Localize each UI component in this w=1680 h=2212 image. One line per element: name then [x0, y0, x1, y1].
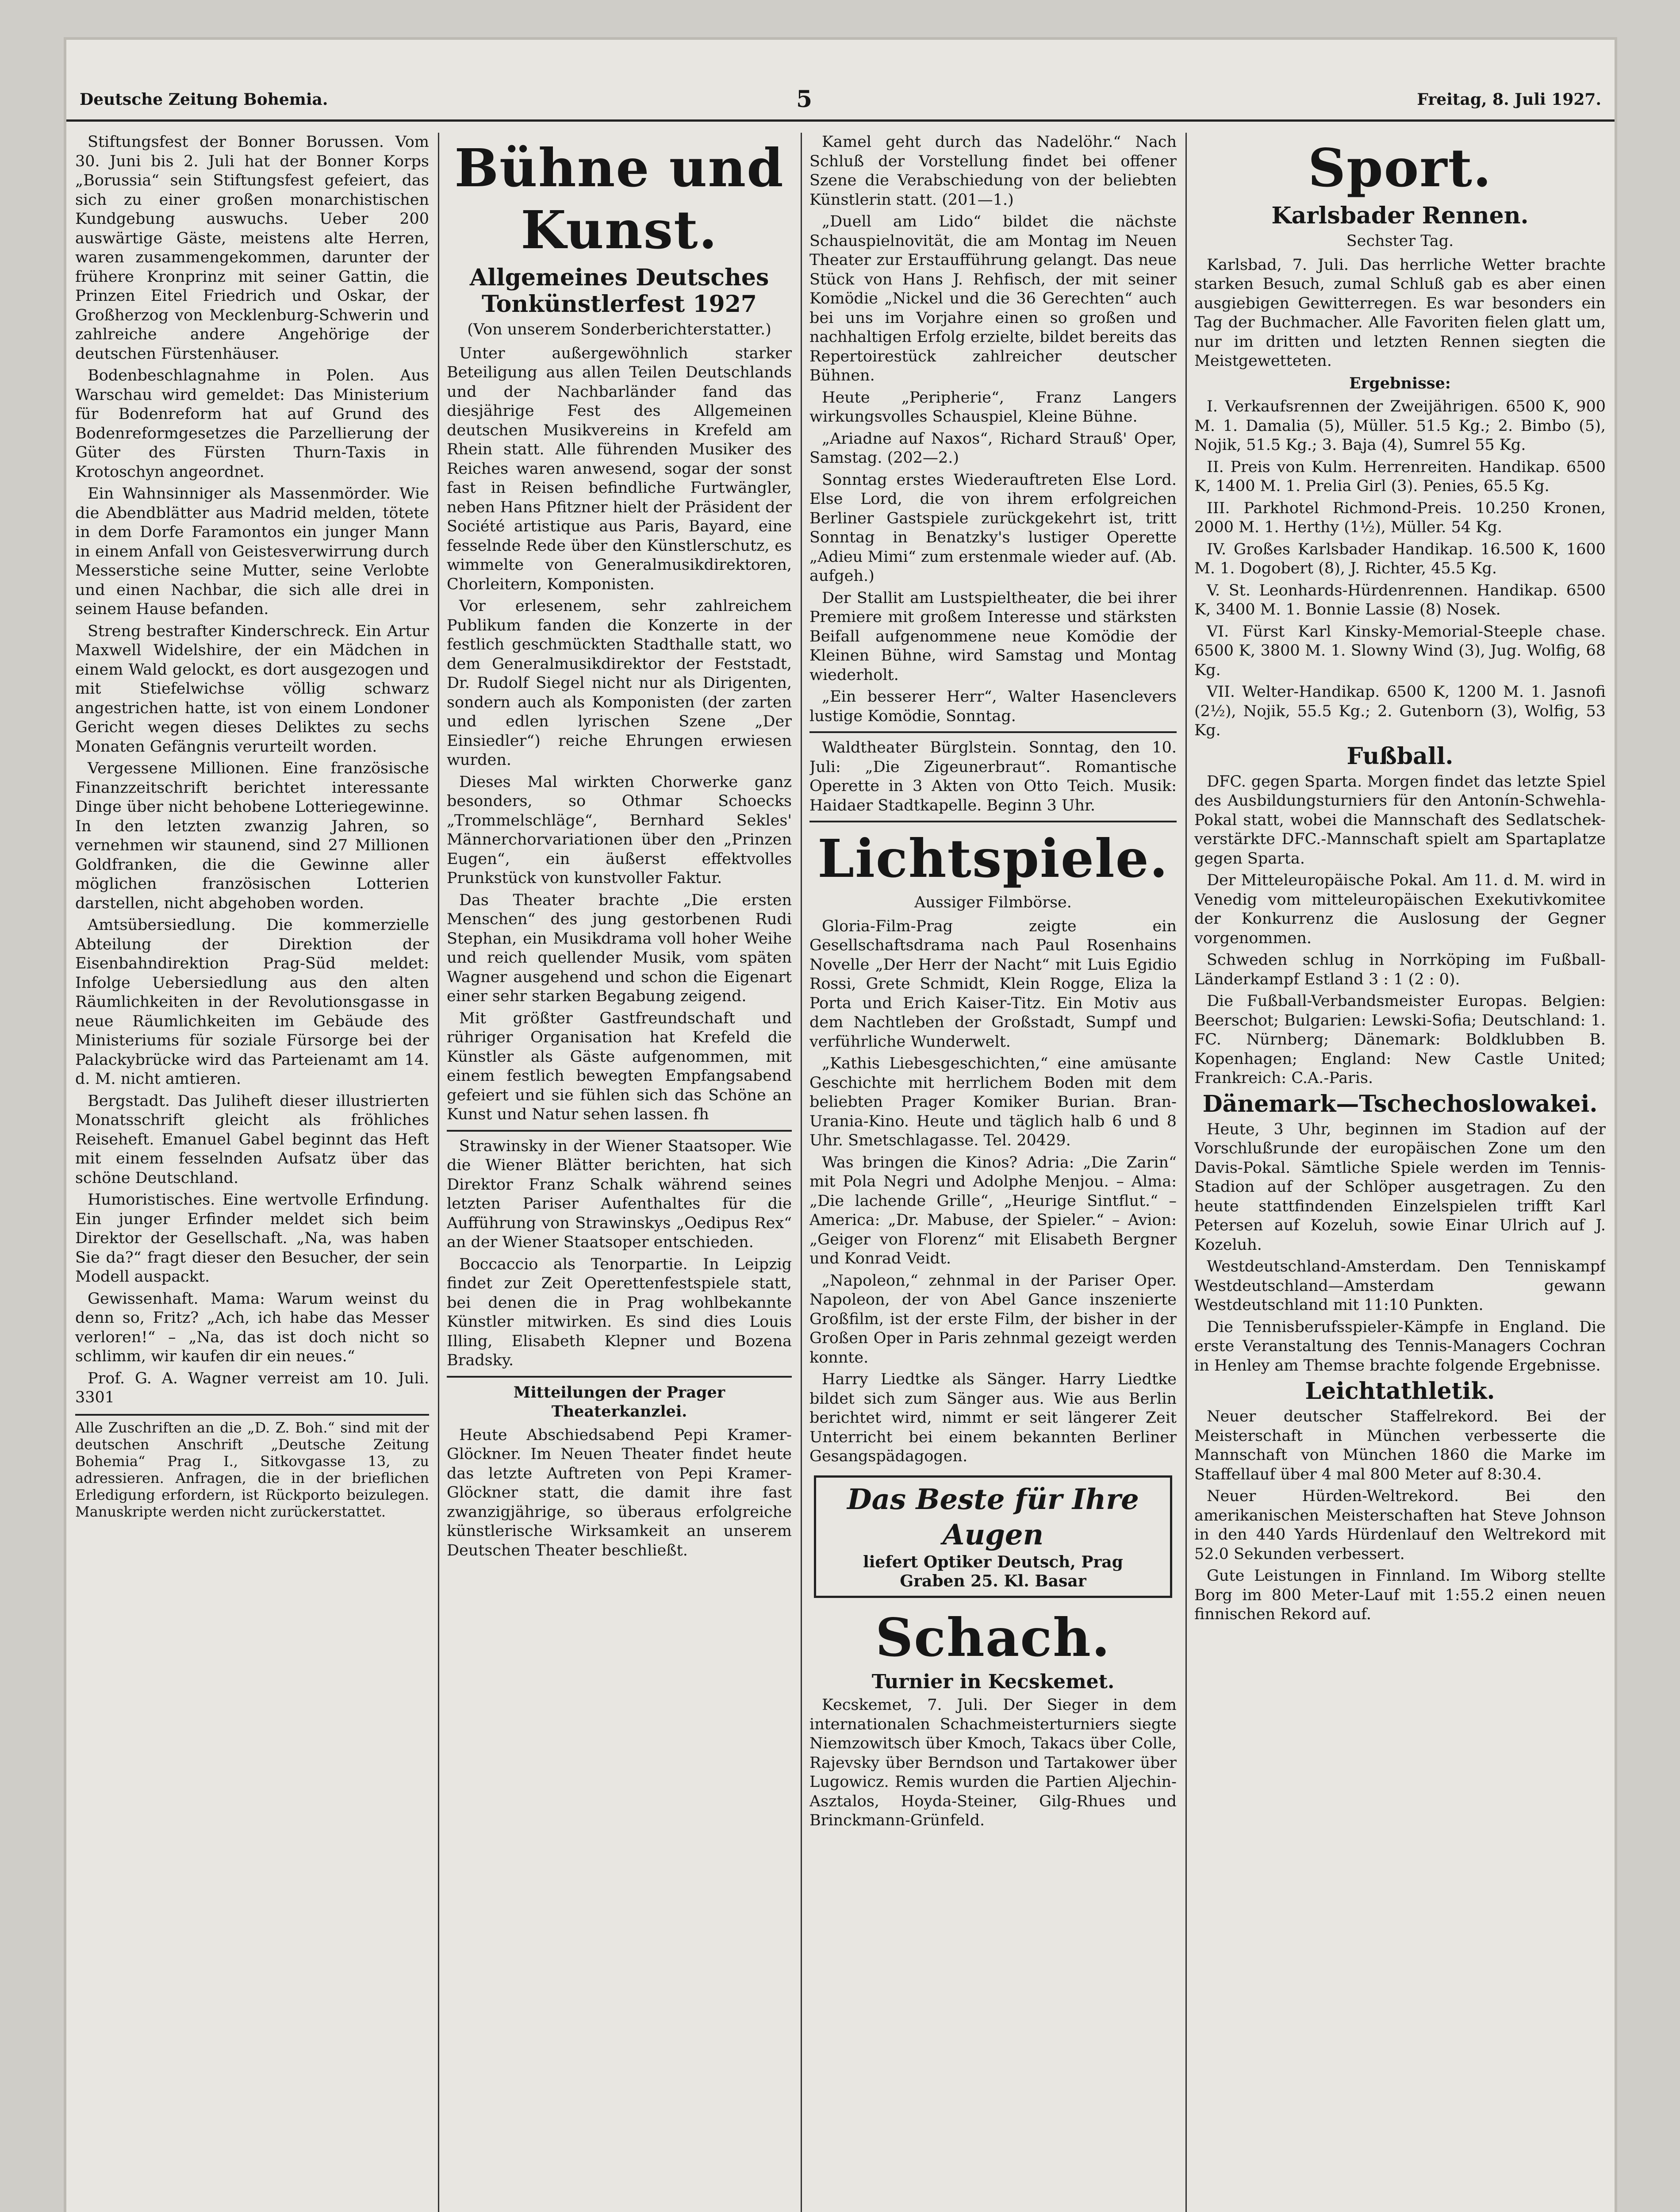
divider: [447, 1130, 792, 1132]
article-paragraph: Heute, 3 Uhr, beginnen im Stadion auf der Vorschlußrunde der europäischen Zone um den Davis-Pokal. Sämtliche Spiele werden im Tennis-Stadion auf der Schlöper ausgetragen. Zu den heute stattfindenden Einzelspielen trifft Karl Petersen auf Kozeluh, sowie Einar Ulrich auf J. Kozeluh.: [1194, 1120, 1606, 1254]
article-paragraph: Dieses Mal wirkten Chorwerke ganz besonders, so Othmar Schoecks „Trommelschläge“, Bernhard Sekles' Männerchorvariationen über den „Prinzen Eugen“, ein äußerst effektvolles Prunkstück von kunstvoller Faktur.: [447, 773, 792, 887]
race-result: IV. Großes Karlsbader Handikap. 16.500 K, 1600 M. 1. Dogobert (8), J. Richter, 45.5 Kg.: [1194, 540, 1606, 577]
notice-heading: Mitteilungen der Prager Theaterkanzlei.: [513, 1383, 725, 1421]
column-arts: [447, 133, 792, 2212]
article-paragraph: Die Tennisberufsspieler-Kämpfe in England. Die erste Veranstaltung des Tennis-Managers Cochran in Henley am Themse brachte folgende Ergebnisse.: [1194, 1318, 1606, 1375]
article-paragraph: Heute Abschiedsabend Pepi Kramer-Glöckner. Im Neuen Theater findet heute das letzte Auftreten von Pepi Kramer-Glöckner statt, die damit ihre fast zwanzigjährige, so überaus erfolgreiche künstlerische Wirksamkeit an unserem Deutschen Theater beschließt.: [447, 1426, 792, 1559]
article-paragraph: „Ein besserer Herr“, Walter Hasenclevers lustige Komödie, Sonntag.: [809, 688, 1177, 725]
section-subtitle: Dänemark—Tschechoslowakei.: [1202, 1090, 1598, 1118]
column-local-news: [75, 133, 429, 2212]
editorial-notice: Alle Zuschriften an die „D. Z. Boh.“ sind mit der deutschen Anschrift „Deutsche Zeitung Bohemia“ Prag I., Sitkovgasse 13, zu adressieren. Anfragen, die in der brieflichen Erledigung erfordern, ist Rückporto beizulegen. Manuskripte werden nicht zurückerstattet.: [75, 1414, 429, 1520]
article-paragraph: Vergessene Millionen. Eine französische Finanzzeitschrift berichtet interessante Dinge über nicht behobene Lotteriegewinne. In den letzten zwanzig Jahren, so vernehmen wir staunend, sind 27 Millionen Goldfranken, die die Gewinne aller möglichen französischen Lotterien darstellen, nicht abgehoben worden.: [75, 760, 429, 912]
column-theatre-film: [809, 133, 1177, 2212]
article-paragraph: Was bringen die Kinos? Adria: „Die Zarin“ mit Pola Negri und Adolphe Menjou. – Alma: „Die lachende Grille“, „Heurige Sintflut.“ – America: „Dr. Mabuse, der Spieler.“ – Avion: „Geiger von Florenz“ mit Elisabeth Bergner und Konrad Veidt.: [809, 1153, 1177, 1267]
article-paragraph: Die Fußball-Verbandsmeister Europas. Belgien: Beerschot; Bulgarien: Lewski-Sofia; Deutschland: 1. FC. Nürnberg; Dänemark: Boldklubben B. Kopenhagen; England: New Castle United; Frankreich: C.A.-Paris.: [1194, 992, 1606, 1087]
article-paragraph: Boccaccio als Tenorpartie. In Leipzig findet zur Zeit Operettenfestspiele statt, bei denen die in Prag wohlbekannte Künstler mitwirken. Es sind dies Louis Illing, Elisabeth Klepner und Bozena Bradsky.: [447, 1255, 792, 1369]
race-result: I. Verkaufsrennen der Zweijährigen. 6500 K, 900 M. 1. Damalia (5), Müller. 51.5 Kg.; 2. Bimbo (5), Nojik, 51.5 Kg.; 3. Baja (4), Sumrel 55 Kg.: [1194, 398, 1606, 454]
article-paragraph: Bergstadt. Das Juliheft dieser illustrierten Monatsschrift gleicht als fröhliches Reiseheft. Emanuel Gabel beginnt das Heft mit einem fesselnden Aufsatz über das schöne Deutschland.: [75, 1092, 429, 1187]
section-subtitle: Fußball.: [1346, 742, 1454, 770]
article-paragraph: Waldtheater Bürglstein. Sonntag, den 10. Juli: „Die Zigeunerbraut“. Romantische Operette in 3 Akten von Otto Teich. Musik: Haidaer Stadtkapelle. Beginn 3 Uhr.: [809, 739, 1177, 814]
article-paragraph: Gute Leistungen in Finnland. Im Wiborg stellte Borg im 800 Meter-Lauf mit 1:55.2 einen neuen finnischen Rekord auf.: [1194, 1567, 1606, 1623]
article-paragraph: „Kathis Liebesgeschichten,“ eine amüsante Geschichte mit herrlichem Boden mit dem beliebten Prager Komiker Burian. Bran-Urania-Kino. Heute und täglich halb 6 und 8 Uhr. Smetschlagasse. Tel. 20429.: [809, 1055, 1177, 1149]
article-paragraph: Prof. G. A. Wagner verreist am 10. Juli. 3301: [75, 1369, 429, 1406]
article-paragraph: Harry Liedtke als Sänger. Harry Liedtke bildet sich zum Sänger aus. Wie aus Berlin berichtet wird, nimmt er seit längerer Zeit Unterricht bei einem bekannten Berliner Gesangspädagogen.: [809, 1371, 1177, 1465]
article-paragraph: DFC. gegen Sparta. Morgen findet das letzte Spiel des Ausbildungsturniers für den Antonín-Schwehla-Pokal statt, wobei die Mannschaft des Sedlatschek-verstärkte DFC.-Mannschaft spielt am Spartaplatze gegen Sparta.: [1194, 772, 1606, 868]
article-paragraph: Heute „Peripherie“, Franz Langers wirkungsvolles Schauspiel, Kleine Bühne.: [809, 388, 1177, 426]
article-heading: Allgemeines Deutsches Tonkünstlerfest 1927: [469, 264, 769, 318]
section-title: Bühne und Kunst.: [454, 137, 784, 261]
race-result: VI. Fürst Karl Kinsky-Memorial-Steeple chase. 6500 K, 3800 M. 1. Slowny Wind (3), Jug. Wolfig, 68 Kg.: [1194, 622, 1606, 679]
article-paragraph: Streng bestrafter Kinderschreck. Ein Artur Maxwell Widelshire, der ein Mädchen in einem Wald gelockt, es dort ausgezogen und mit Stiefelwichse völlig schwarz angestrichen hatte, ist von einem Londoner Gericht wegen dieses Deliktes zu sechs Monaten Gefängnis verurteilt worden.: [75, 622, 429, 756]
article-paragraph: Strawinsky in der Wiener Staatsoper. Wie die Wiener Blätter berichten, hat sich Direktor Franz Schalk während seines letzten Pariser Aufenthaltes für die Aufführung von Strawinskys „Oedipus Rex“ an der Wiener Staatsoper entschieden.: [447, 1137, 792, 1251]
article-paragraph: „Duell am Lido“ bildet die nächste Schauspielnovität, die am Montag im Neuen Theater zur Erstaufführung gelangt. Das neue Stück von Hans J. Rehfisch, der mit seiner Komödie „Nickel und die 36 Gerechten“ auch bei uns im Vorjahre einen so großen und nachhaltigen Erfolg erzielte, bildet bereits das Repertoirestück zahlreicher deutscher Bühnen.: [809, 213, 1177, 384]
article-paragraph: Mit größter Gastfreundschaft und rühriger Organisation hat Krefeld die Künstler als Gäste aufgenommen, mit einem festlich bewegten Empfangsabend gefeiert und sie fühlen sich das Schöne an Kunst und Natur sehen lassen. fh: [447, 1009, 792, 1123]
race-result: VII. Welter-Handikap. 6500 K, 1200 M. 1. Jasnofi (2½), Nojik, 55.5 Kg.; 2. Gutenborn (3), Wolfig, 53 Kg.: [1194, 683, 1606, 739]
article-paragraph: Der Mitteleuropäische Pokal. Am 11. d. M. wird in Venedig vom mitteleuropäischen Exekutivkomitee der Konkurrenz die Auslosung der Gegner vorgenommen.: [1194, 872, 1606, 947]
article-paragraph: Sonntag erstes Wiederauftreten Else Lord. Else Lord, die von ihrem erfolgreichen Berliner Gastspiele zurückgekehrt ist, tritt Sonntag in Benatzky's lustiger Operette „Adieu Mimi“ zum erstenmale wieder auf. (Ab. aufgeh.): [809, 471, 1177, 585]
article-paragraph: Gloria-Film-Prag zeigte ein Gesellschaftsdrama nach Paul Rosenhains Novelle „Der Herr der Nacht“ mit Luis Egidio Rossi, Grete Schmidt, Klein Rogge, Eliza la Porta und Erich Kaiser-Titz. Ein Motiv aus dem Nachtleben der Großstadt, Sumpf und verführliche Wunderwelt.: [809, 917, 1177, 1051]
section-title: Sport.: [1308, 137, 1492, 199]
article-paragraph: Humoristisches. Eine wertvolle Erfindung. Ein junger Erfinder meldet sich beim Direktor der Gesellschaft. „Na, was haben Sie da?“ fragt dieser den Besucher, der sein Modell auspackt.: [75, 1191, 429, 1286]
divider: [809, 731, 1177, 733]
issue-date: Freitag, 8. Juli 1927.: [1417, 90, 1601, 109]
section-subtitle: Leichtathletik.: [1305, 1378, 1495, 1405]
article-paragraph: Schweden schlug in Norrköping im Fußball-Länderkampf Estland 3 : 1 (2 : 0).: [1194, 951, 1606, 988]
section-title: Schach.: [875, 1606, 1111, 1668]
column-rule: [438, 133, 439, 2212]
article-paragraph: Der Stallit am Lustspieltheater, die bei ihrer Premiere mit großem Interesse und stärksten Beifall aufgenommene neue Komödie der Kleinen Bühne, wird Samstag und Montag wiederholt.: [809, 589, 1177, 684]
page-header: [66, 84, 1615, 122]
divider: [809, 821, 1177, 822]
masthead-title: Deutsche Zeitung Bohemia.: [80, 90, 328, 109]
article-paragraph: Neuer Hürden-Weltrekord. Bei den amerikanischen Meisterschaften hat Steve Johnson in den 440 Yards Hürdenlauf den Weltrekord mit 52.0 Sekunden verbessert.: [1194, 1487, 1606, 1563]
race-result: III. Parkhotel Richmond-Preis. 10.250 Kronen, 2000 M. 1. Herthy (1½), Müller. 54 Kg.: [1194, 499, 1606, 536]
section-subtitle: Aussiger Filmbörse.: [914, 894, 1072, 911]
advertisement: [814, 1475, 1172, 1598]
article-paragraph: Neuer deutscher Staffelrekord. Bei der Meisterschaft in München verbesserte die Mannschaft von München 1860 die Marke im Staffellauf über 4 mal 800 Meter auf 8:30.4.: [1194, 1408, 1606, 1483]
column-rule: [1185, 133, 1187, 2212]
section-title: Lichtspiele.: [817, 828, 1169, 889]
newspaper-page: [66, 40, 1615, 2212]
article-paragraph: Kamel geht durch das Nadelöhr.“ Nach Schluß der Vorstellung findet bei offener Szene die Verabschiedung von der beliebten Künstlerin statt. (201—1.): [809, 133, 1177, 209]
article-subheading: (Von unserem Sonderberichterstatter.): [467, 321, 771, 338]
article-heading: Karlsbader Rennen.: [1271, 202, 1529, 229]
column-rule: [801, 133, 802, 2212]
article-paragraph: Bodenbeschlagnahme in Polen. Aus Warschau wird gemeldet: Das Ministerium für Bodenreform hat auf Grund des Bodenreformgesetzes die Parzellierung der Güter des Fürsten Thurn-Taxis in Krotoschyn angeordnet.: [75, 367, 429, 481]
article-paragraph: „Ariadne auf Naxos“, Richard Strauß' Oper, Samstag. (202—2.): [809, 430, 1177, 467]
article-paragraph: „Napoleon,“ zehnmal in der Pariser Oper. Napoleon, der von Abel Gance inszenierte Großfilm, ist der erste Film, der bisher in der Großen Oper in Paris zehnmal gezeigt werden konnte.: [809, 1271, 1177, 1367]
article-paragraph: Das Theater brachte „Die ersten Menschen“ des jung gestorbenen Rudi Stephan, ein Musikdrama voll hoher Weihe und reich quellender Musik, vom späten Wagner ausgehend und schon die Eigenart einer sehr starken Begabung zeigend.: [447, 891, 792, 1005]
article-paragraph: Vor erlesenem, sehr zahlreichem Publikum fanden die Konzerte in der festlich geschmückten Stadthalle statt, wo dem Generalmusikdirektor der Feststadt, Dr. Rudolf Siegel nicht nur als Dirigenten, sondern auch als Komponisten (der zarten und edlen lyrischen Szene „Der Einsiedler“) reiche Ehrungen erwiesen wurden.: [447, 597, 792, 769]
ad-headline: Das Beste für Ihre Augen: [847, 1482, 1139, 1551]
ad-company: liefert Optiker Deutsch, Prag: [863, 1552, 1123, 1571]
article-paragraph: Unter außergewöhnlich starker Beteiligung aus allen Teilen Deutschlands und der Nachbarländer fand das diesjährige Fest des Allgemeinen deutschen Musikvereins in Krefeld am Rhein statt. Alle führenden Musiker des Reiches waren anwesend, sogar der sonst fast in Reisen befindliche Furtwängler, neben Hans Pfitzner hielt der Präsident der Société artistique aus Paris, Bayard, eine fesselnde Rede über den Künstlerschutz, es wimmelte von Generalmusikdirektoren, Chorleitern, Komponisten.: [447, 344, 792, 593]
article-paragraph: Gewissenhaft. Mama: Warum weinst du denn so, Fritz? „Ach, ich habe das Messer verloren!“ – „Na, das ist doch nicht so schlimm, wir kaufen dir ein neues.“: [75, 1290, 429, 1365]
ad-address: Graben 25. Kl. Basar: [900, 1572, 1086, 1590]
race-result: II. Preis von Kulm. Herrenreiten. Handikap. 6500 K, 1400 M. 1. Prelia Girl (3). Penies, 65.5 Kg.: [1194, 458, 1606, 495]
article-paragraph: Karlsbad, 7. Juli. Das herrliche Wetter brachte starken Besuch, zumal Schluß gab es aber einen ausgiebigen Gewitterregen. Es war besonders ein Tag der Buchmacher. Alle Favoriten fielen glatt um, nur im dritten und letzten Rennen siegten die Meistgewetteten.: [1194, 256, 1606, 370]
article-subheading: Sechster Tag.: [1346, 232, 1454, 250]
results-heading: Ergebnisse:: [1349, 374, 1451, 392]
divider: [447, 1376, 792, 1378]
article-paragraph: Ein Wahnsinniger als Massenmörder. Wie die Abendblätter aus Madrid melden, tötete in dem Dorfe Faramontos ein junger Mann in einem Anfall von Geistesverwirrung durch Messerstiche seine Mutter, seine Verlobte und einen Nachbar, die sich alle drei in seinem Hause befanden.: [75, 485, 429, 618]
page-number: 5: [796, 86, 813, 113]
column-sport: [1194, 133, 1606, 2212]
article-paragraph: Kecskemet, 7. Juli. Der Sieger in dem internationalen Schachmeisterturniers siegte Niemzowitsch über Kmoch, Takacs über Colle, Rajevsky über Berndson und Tartakower über Lugowicz. Remis wurden die Partien Aljechin-Asztalos, Hoyda-Steiner, Gilg-Rhues und Brinckmann-Grünfeld.: [809, 1696, 1177, 1829]
section-subtitle: Turnier in Kecskemet.: [871, 1670, 1115, 1693]
article-paragraph: Stiftungsfest der Bonner Borussen. Vom 30. Juni bis 2. Juli hat der Bonner Korps „Borussia“ sein Stiftungsfest gefeiert, das sich zu einer großen monarchistischen Kundgebung auswuchs. Ueber 200 auswärtige Gäste, meistens alte Herren, waren zusammengekommen, darunter der frühere Kronprinz mit seiner Gattin, die Prinzen Eitel Friedrich und Oskar, der Großherzog von Mecklenburg-Schwerin und zahlreiche andere Angehörige der deutschen Fürstenhäuser.: [75, 133, 429, 363]
race-result: V. St. Leonhards-Hürdenrennen. Handikap. 6500 K, 3400 M. 1. Bonnie Lassie (8) Nosek.: [1194, 581, 1606, 618]
article-paragraph: Westdeutschland-Amsterdam. Den Tenniskampf Westdeutschland—Amsterdam gewann Westdeutschland mit 11:10 Punkten.: [1194, 1258, 1606, 1314]
article-paragraph: Amtsübersiedlung. Die kommerzielle Abteilung der Direktion der Eisenbahndirektion Prag-Süd meldet: Infolge Uebersiedlung aus den alten Räumlichkeiten in der Revolutionsgasse in neue Räumlichkeiten im Gebäude des Ministeriums für soziale Fürsorge bei der Palackybrücke wird das Parteienamt am 14. d. M. nicht amtieren.: [75, 916, 429, 1088]
